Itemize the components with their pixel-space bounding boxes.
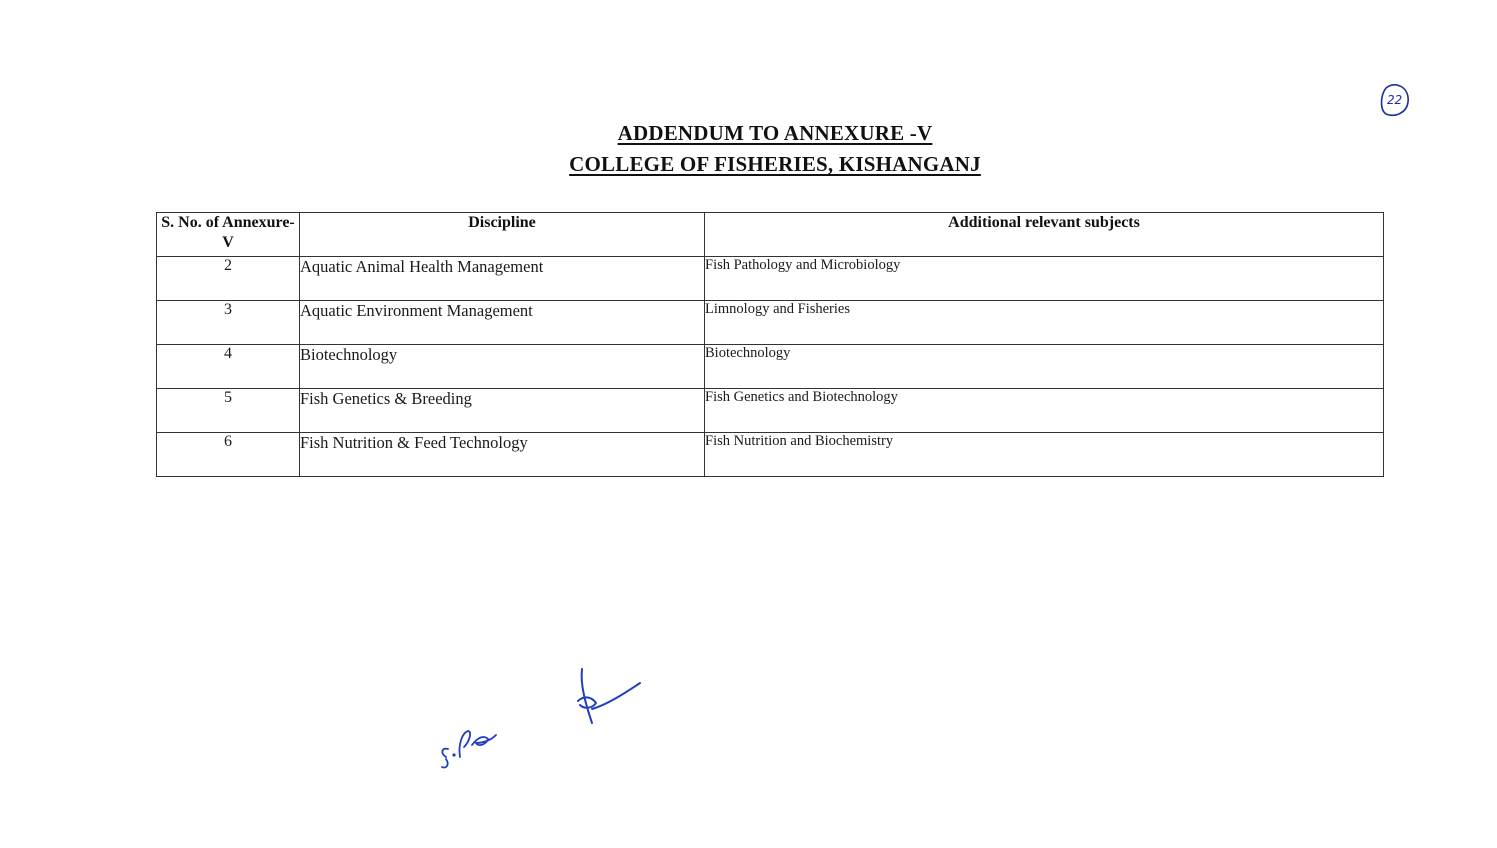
row-sno: 3	[157, 301, 300, 345]
table-row	[157, 257, 1384, 301]
document-title	[0, 118, 1497, 180]
row-subjects: Fish Genetics and Biotechnology	[705, 389, 1384, 433]
signature-right	[570, 665, 650, 730]
table-row	[157, 389, 1384, 433]
header-subjects: Additional relevant subjects	[705, 213, 1384, 257]
page-number-circle	[1378, 82, 1412, 118]
row-sno: 2	[157, 257, 300, 301]
row-subjects: Fish Nutrition and Biochemistry	[705, 433, 1384, 477]
row-subjects: Biotechnology	[705, 345, 1384, 389]
row-sno: 6	[157, 433, 300, 477]
row-discipline: Biotechnology	[300, 345, 705, 389]
page-number-text: 22	[1387, 93, 1403, 107]
table-row	[157, 433, 1384, 477]
row-sno: 5	[157, 389, 300, 433]
title-line-1: ADDENDUM TO ANNEXURE -V	[617, 121, 933, 145]
row-sno: 4	[157, 345, 300, 389]
addendum-table	[156, 212, 1384, 477]
row-discipline: Fish Genetics & Breeding	[300, 389, 705, 433]
row-discipline: Aquatic Animal Health Management	[300, 257, 705, 301]
row-discipline: Fish Nutrition & Feed Technology	[300, 433, 705, 477]
row-discipline: Aquatic Environment Management	[300, 301, 705, 345]
header-sno: S. No. of Annexure-V	[157, 213, 300, 257]
row-subjects: Fish Pathology and Microbiology	[705, 257, 1384, 301]
title-line-2: COLLEGE OF FISHERIES, KISHANGANJ	[569, 152, 981, 176]
table-row	[157, 301, 1384, 345]
row-subjects: Limnology and Fisheries	[705, 301, 1384, 345]
signature-left	[432, 695, 512, 775]
page-number-mark	[1378, 82, 1412, 118]
header-discipline: Discipline	[300, 213, 705, 257]
table-row	[157, 345, 1384, 389]
table-header-row	[157, 213, 1384, 257]
